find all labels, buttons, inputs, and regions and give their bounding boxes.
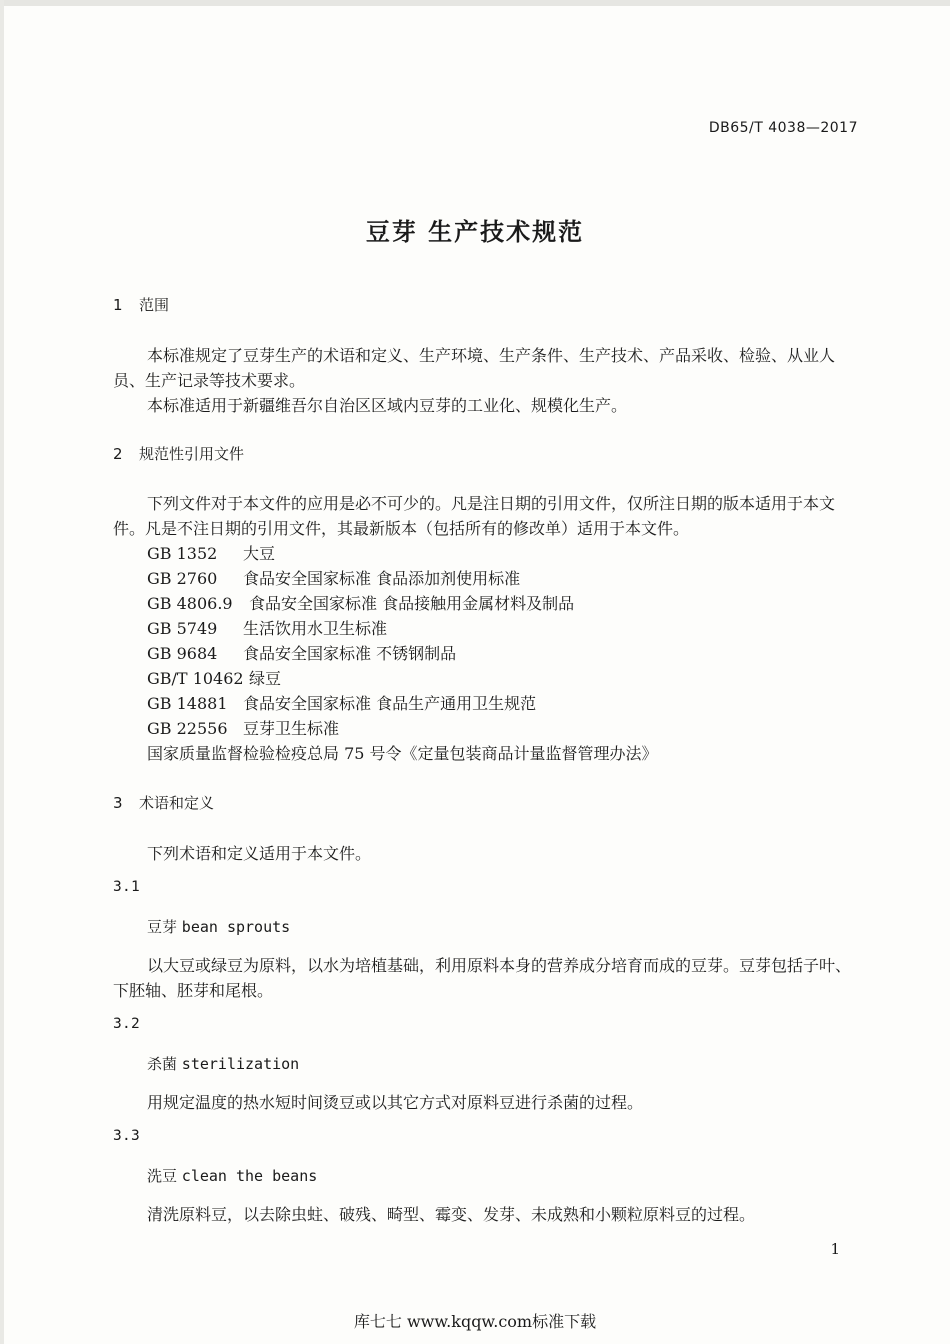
section-1-paragraph-1-line-1: 本标准规定了豆芽生产的术语和定义、生产环境、生产条件、生产技术、产品采收、检验、从业人 bbox=[147, 346, 836, 365]
section-title: 范围 bbox=[139, 296, 170, 314]
section-number: 2 bbox=[113, 445, 123, 463]
reference-title: 绿豆 bbox=[249, 669, 282, 688]
term-heading bbox=[147, 1165, 317, 1186]
term-definition-line-2: 下胚轴、胚芽和尾根。 bbox=[113, 981, 274, 1000]
document-code: DB65/T 4038—2017 bbox=[708, 120, 858, 136]
section-3-heading bbox=[113, 792, 214, 813]
reference-item bbox=[147, 666, 281, 689]
reference-item bbox=[147, 716, 339, 739]
document-title: 豆芽 生产技术规范 bbox=[365, 218, 585, 246]
reference-code: GB 4806.9 bbox=[147, 594, 233, 613]
section-title: 术语和定义 bbox=[139, 794, 215, 812]
section-2-intro-line-1: 下列文件对于本文件的应用是必不可少的。凡是注日期的引用文件，仅所注日期的版本适用于本文 bbox=[147, 494, 836, 513]
section-number: 3 bbox=[113, 794, 123, 812]
reference-item bbox=[147, 691, 536, 714]
term-heading bbox=[147, 916, 290, 937]
reference-code: GB/T 10462 bbox=[147, 669, 244, 688]
reference-code: GB 1352 bbox=[147, 544, 218, 563]
reference-code: GB 9684 bbox=[147, 644, 218, 663]
reference-item bbox=[147, 616, 387, 639]
reference-code: GB 2760 bbox=[147, 569, 218, 588]
section-1-paragraph-1-line-2: 员、生产记录等技术要求。 bbox=[113, 371, 306, 390]
reference-code: GB 5749 bbox=[147, 619, 218, 638]
section-title: 规范性引用文件 bbox=[139, 445, 245, 463]
reference-code: GB 22556 bbox=[147, 719, 228, 738]
page-number: 1 bbox=[830, 1240, 840, 1258]
section-3-intro: 下列术语和定义适用于本文件。 bbox=[147, 844, 372, 863]
term-number: 3.2 bbox=[113, 1016, 141, 1032]
term-english: sterilization bbox=[181, 1055, 300, 1073]
term-number: 3.3 bbox=[113, 1128, 141, 1144]
reference-title: 食品安全国家标准 不锈钢制品 bbox=[243, 644, 457, 663]
term-english: bean sprouts bbox=[181, 918, 291, 936]
reference-title: 豆芽卫生标准 bbox=[243, 719, 340, 738]
footer-watermark: 库七七 www.kqqw.com标准下载 bbox=[353, 1312, 597, 1331]
reference-item bbox=[147, 591, 574, 614]
term-number: 3.1 bbox=[113, 879, 141, 895]
term-chinese: 杀菌 bbox=[147, 1055, 178, 1073]
section-number: 1 bbox=[113, 296, 123, 314]
reference-code: GB 14881 bbox=[147, 694, 228, 713]
section-2-intro-line-2: 件。凡是不注日期的引用文件，其最新版本（包括所有的修改单）适用于本文件。 bbox=[113, 519, 690, 538]
term-definition-line-1: 以大豆或绿豆为原料，以水为培植基础，利用原料本身的营养成分培育而成的豆芽。豆芽包括子叶、 bbox=[147, 956, 852, 975]
reference-item bbox=[147, 566, 520, 589]
reference-item bbox=[147, 641, 456, 664]
section-1-paragraph-2: 本标准适用于新疆维吾尔自治区区域内豆芽的工业化、规模化生产。 bbox=[147, 396, 628, 415]
term-heading bbox=[147, 1053, 299, 1074]
section-1-heading bbox=[113, 294, 169, 315]
reference-title: 生活饮用水卫生标准 bbox=[243, 619, 388, 638]
reference-title: 食品安全国家标准 食品生产通用卫生规范 bbox=[243, 694, 537, 713]
reference-item bbox=[147, 541, 275, 564]
term-chinese: 洗豆 bbox=[147, 1167, 178, 1185]
scan-edge-top bbox=[0, 0, 950, 6]
reference-title: 食品安全国家标准 食品添加剂使用标准 bbox=[243, 569, 521, 588]
reference-title: 食品安全国家标准 食品接触用金属材料及制品 bbox=[249, 594, 575, 613]
section-2-heading bbox=[113, 443, 244, 464]
reference-item-extra: 国家质量监督检验检疫总局 75 号令《定量包装商品计量监督管理办法》 bbox=[147, 744, 658, 763]
term-chinese: 豆芽 bbox=[147, 918, 178, 936]
term-definition-line-1: 用规定温度的热水短时间烫豆或以其它方式对原料豆进行杀菌的过程。 bbox=[147, 1093, 644, 1112]
term-definition-line-1: 清洗原料豆，以去除虫蛀、破残、畸型、霉变、发芽、未成熟和小颗粒原料豆的过程。 bbox=[147, 1205, 756, 1224]
term-english: clean the beans bbox=[181, 1167, 318, 1185]
reference-title: 大豆 bbox=[243, 544, 276, 563]
scan-edge-left bbox=[0, 0, 4, 1344]
